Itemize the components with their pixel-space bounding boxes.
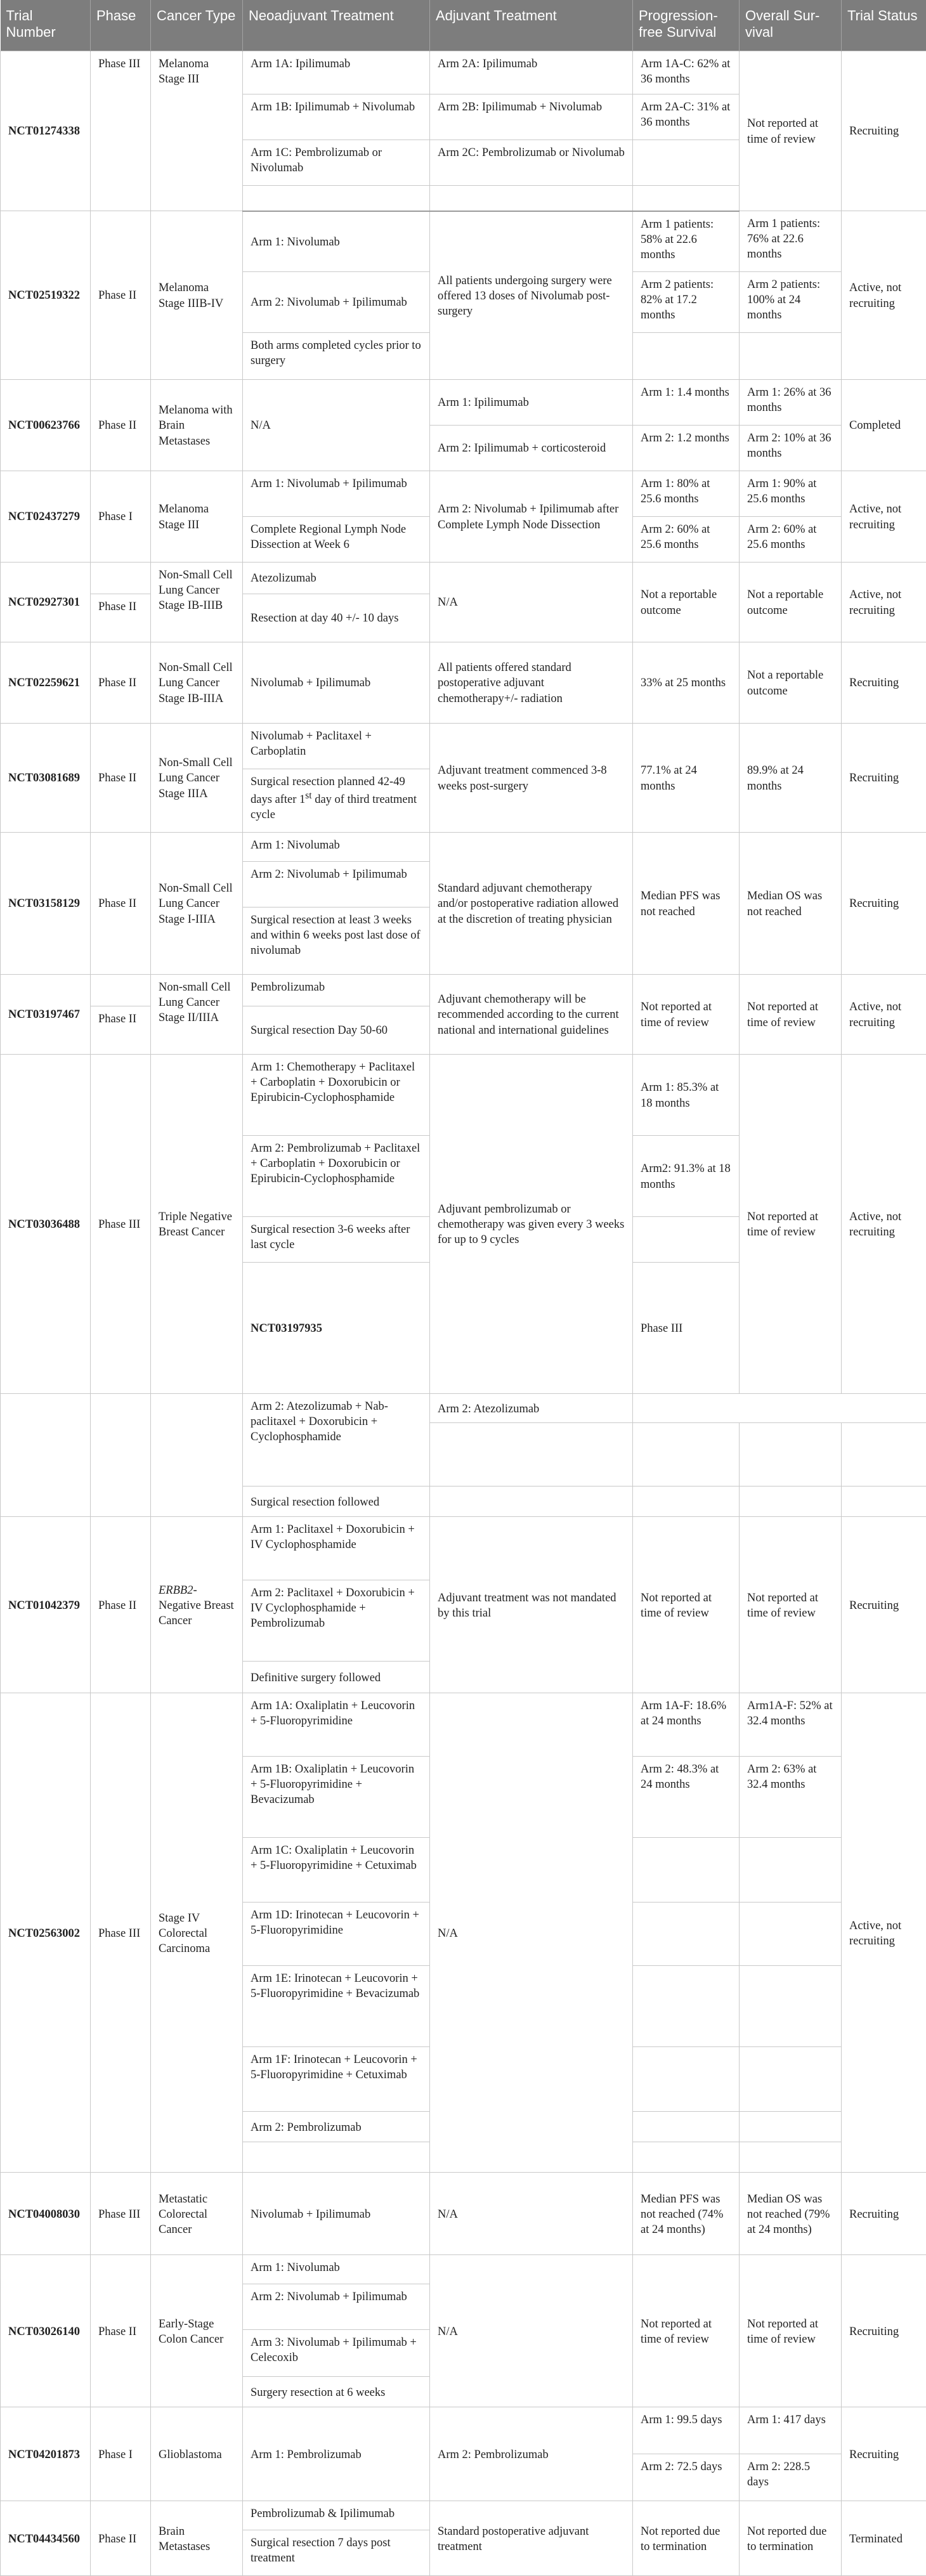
neoadjuvant-treatment: Arm 1B: Ipilimumab + Nivolumab [243, 94, 430, 140]
trial-number: NCT04008030 [1, 2173, 91, 2255]
neoadjuvant-treatment [243, 769, 430, 833]
pfs-value: Arm 2: 1.2 months [633, 426, 740, 471]
neoadjuvant-treatment: Arm 1A: Ipilimumab [243, 51, 430, 94]
trial-status: Active, not recruiting [842, 211, 926, 380]
neoadjuvant-treatment: Atezolizumab [243, 563, 430, 594]
trial-number: NCT03158129 [1, 833, 91, 975]
empty-cell [633, 2112, 740, 2142]
pfs-value: Median PFS was not reached (74% at 24 months) [633, 2173, 740, 2255]
cancer-type: Stage IV Colorectal Carcinoma [151, 1693, 243, 2173]
trial-number: NCT01042379 [1, 1517, 91, 1693]
pfs-value: Not reported at time of review [633, 1517, 740, 1693]
neoadjuvant-treatment: Complete Regional Lymph Node Dissection at Week 6 [243, 517, 430, 563]
pfs-value: 33% at 25 months [633, 642, 740, 724]
trial-status: Recruiting [842, 642, 926, 724]
pfs-value: Arm 2A-C: 31% at 36 months [633, 94, 740, 140]
table-row [1, 2173, 926, 2255]
phase: Phase I [91, 471, 151, 563]
neo-superscript: st [305, 790, 311, 801]
adjuvant-treatment: Arm 2: Atezolizumab [430, 1394, 633, 1423]
neoadjuvant-treatment: Surgical resection at least 3 weeks and within 6 weeks post last dose of nivolumab [243, 907, 430, 975]
cancer-type: Melanoma with Brain Metastases [151, 380, 243, 471]
adjuvant-treatment: Standard adjuvant chemotherapy and/or postoperative radiation allowed at the discretion of treating physician [430, 833, 633, 975]
trial-status: Completed [842, 380, 926, 471]
col-cancer-type: Cancer Type [151, 0, 243, 51]
empty-cell [151, 1394, 243, 1517]
col-trial-number: Trial Number [1, 0, 91, 51]
neoadjuvant-treatment: Arm 1: Paclitaxel + Doxorubicin + IV Cyclophosphamide [243, 1517, 430, 1580]
phase: Phase II [91, 642, 151, 724]
empty-cell [633, 1838, 740, 1903]
trial-number: NCT03036488 [1, 1055, 91, 1394]
empty-cell [842, 1486, 926, 1517]
empty-cell [633, 2142, 740, 2173]
adjuvant-treatment: Adjuvant treatment was not mandated by this trial [430, 1517, 633, 1693]
os-value: Arm 2: 63% at 32.4 months [740, 1757, 842, 1838]
os-value: Arm 2: 60% at 25.6 months [740, 517, 842, 563]
cancer-type: Brain Metastases [151, 2501, 243, 2576]
table-row [1, 51, 926, 94]
os-value: Arm 1: 90% at 25.6 months [740, 471, 842, 517]
neoadjuvant-treatment: Arm 2: Pembrolizumab [243, 2112, 430, 2142]
table-row [1, 833, 926, 862]
trial-status: Recruiting [842, 833, 926, 975]
cancer-type: Melanoma Stage III [151, 51, 243, 211]
phase: Phase II [91, 211, 151, 380]
os-value: Median OS was not reached (79% at 24 months) [740, 2173, 842, 2255]
phase: Phase II [91, 833, 151, 975]
neoadjuvant-treatment: Arm 2: Pembrolizumab + Paclitaxel + Carboplatin + Doxorubicin or Epirubicin-Cyclophosphamide [243, 1136, 430, 1217]
os-value: 89.9% at 24 months [740, 724, 842, 833]
empty-cell [740, 1838, 842, 1903]
neoadjuvant-treatment: Arm 1F: Irinotecan + Leucovorin + 5-Fluoropyrimidine + Cetuximab [243, 2047, 430, 2112]
os-value: Not a reportable outcome [740, 642, 842, 724]
trial-number: NCT00623766 [1, 380, 91, 471]
trial-status: Recruiting [842, 2407, 926, 2501]
phase: Phase II [91, 1006, 151, 1055]
pfs-value: Arm 1A-F: 18.6% at 24 months [633, 1693, 740, 1757]
phase: Phase II [91, 2255, 151, 2407]
trial-number: NCT02519322 [1, 211, 91, 380]
col-os: Overall Sur-vival [740, 0, 842, 51]
empty-cell [633, 1966, 740, 2047]
trial-status: Active, not recruiting [842, 563, 926, 642]
empty-cell [633, 2047, 740, 2112]
neoadjuvant-treatment: Surgical resection 7 days post treatment [243, 2530, 430, 2576]
cancer-type: Non-Small Cell Lung Cancer Stage IB-IIIA [151, 642, 243, 724]
adjuvant-treatment: Arm 2C: Pembrolizumab or Nivolumab [430, 140, 633, 186]
pfs-value: Arm 1 patients: 58% at 22.6 months [633, 211, 740, 272]
neoadjuvant-treatment: Arm 2: Nivolumab + Ipilimumab [243, 272, 430, 333]
empty-cell [740, 2112, 842, 2142]
trial-status: Recruiting [842, 1517, 926, 1693]
trial-status: Recruiting [842, 51, 926, 211]
col-adjuvant: Adjuvant Treatment [430, 0, 633, 51]
pfs-value: Arm 1: 80% at 25.6 months [633, 471, 740, 517]
neoadjuvant-treatment: Pembrolizumab & Ipilimumab [243, 2501, 430, 2530]
empty-cell [633, 186, 740, 211]
empty-cell [633, 1903, 740, 1966]
cancer-type: Non-Small Cell Lung Cancer Stage I-IIIA [151, 833, 243, 975]
os-value: Arm 1: 417 days [740, 2407, 842, 2454]
table-row [1, 642, 926, 724]
pfs-value: Arm 2 patients: 82% at 17.2 months [633, 272, 740, 333]
cancer-type-text: -Negative Breast Cancer [159, 1584, 234, 1627]
pfs-value: Arm 2: 48.3% at 24 months [633, 1757, 740, 1838]
adjuvant-treatment: Adjuvant treatment commenced 3-8 weeks post-surgery [430, 724, 633, 833]
os-value: Not reported at time of review [740, 2255, 842, 2407]
trial-status: Recruiting [842, 724, 926, 833]
empty-cell [633, 333, 740, 380]
os-value: Median OS was not reached [740, 833, 842, 975]
neoadjuvant-treatment: Arm 1C: Oxaliplatin + Leucovorin + 5-Fluoropyrimidine + Cetuximab [243, 1838, 430, 1903]
os-value: Not reported at time of review [740, 1055, 842, 1394]
pfs-value: Not reported due to termination [633, 2501, 740, 2576]
adjuvant-treatment: All patients offered standard postoperative adjuvant chemotherapy+/- radiation [430, 642, 633, 724]
adjuvant-treatment: Arm 2: Ipilimumab + corticosteroid [430, 426, 633, 471]
os-value: Arm 1: 26% at 36 months [740, 380, 842, 426]
phase: Phase II [91, 1517, 151, 1693]
trial-number: NCT02563002 [1, 1693, 91, 2173]
os-value: Not reported at time of review [740, 1517, 842, 1693]
table-row [1, 724, 926, 769]
empty-cell [633, 1423, 740, 1486]
os-value: Not a reportable outcome [740, 563, 842, 642]
adjuvant-treatment: Adjuvant chemotherapy will be recommended according to the current national and international guidelines [430, 975, 633, 1055]
neoadjuvant-treatment: Both arms completed cycles prior to surgery [243, 333, 430, 380]
phase: Phase III [633, 1263, 740, 1394]
empty-cell [633, 140, 740, 186]
cancer-type: Melanoma Stage IIIB-IV [151, 211, 243, 380]
cancer-type: Triple Negative Breast Cancer [151, 1055, 243, 1394]
table-row [1, 211, 926, 272]
phase: Phase II [91, 2501, 151, 2576]
os-value: Arm 2 patients: 100% at 24 months [740, 272, 842, 333]
neoadjuvant-treatment: Arm 1: Nivolumab + Ipilimumab [243, 471, 430, 517]
cancer-type: Melanoma Stage III [151, 471, 243, 563]
neoadjuvant-treatment: Arm 3: Nivolumab + Ipilimumab + Celecoxib [243, 2330, 430, 2377]
empty-cell [91, 975, 151, 1006]
empty-cell [243, 2142, 430, 2173]
pfs-value: Arm 2: 60% at 25.6 months [633, 517, 740, 563]
neoadjuvant-treatment: Arm 1: Pembrolizumab [243, 2407, 430, 2501]
pfs-value: Arm 2: 72.5 days [633, 2454, 740, 2501]
empty-cell [430, 1423, 633, 1486]
cancer-type: Early-Stage Colon Cancer [151, 2255, 243, 2407]
adjuvant-treatment: Arm 1: Ipilimumab [430, 380, 633, 426]
phase: Phase I [91, 2407, 151, 2501]
table-row [1, 471, 926, 517]
table-row [1, 563, 926, 594]
pfs-value: Not reported at time of review [633, 2255, 740, 2407]
adjuvant-treatment: N/A [430, 563, 633, 642]
gene-name: ERBB2 [159, 1584, 193, 1597]
neoadjuvant-treatment: Nivolumab + Ipilimumab [243, 2173, 430, 2255]
os-value: Arm 1 patients: 76% at 22.6 months [740, 211, 842, 272]
table-row [1, 2255, 926, 2284]
phase: Phase II [91, 724, 151, 833]
trial-status: Active, not recruiting [842, 1055, 926, 1394]
pfs-value: 77.1% at 24 months [633, 724, 740, 833]
trial-number: NCT04201873 [1, 2407, 91, 2501]
neoadjuvant-treatment: Surgical resection 3-6 weeks after last cycle [243, 1217, 430, 1263]
pfs-value: Not reported at time of review [633, 975, 740, 1055]
os-value: Arm 2: 10% at 36 months [740, 426, 842, 471]
phase: Phase III [91, 2173, 151, 2255]
adjuvant-treatment: Arm 2A: Ipilimumab [430, 51, 633, 94]
neoadjuvant-treatment: Arm 1A: Oxaliplatin + Leucovorin + 5-Fluoropyrimidine [243, 1693, 430, 1757]
table-row [1, 1517, 926, 1580]
empty-cell [633, 1486, 740, 1517]
empty-cell [740, 2047, 842, 2112]
phase: Phase II [91, 380, 151, 471]
trial-status: Terminated [842, 2501, 926, 2576]
empty-cell [633, 1217, 740, 1263]
table-row [1, 380, 926, 426]
os-value: Not reported at time of review [740, 51, 842, 211]
phase: Phase III [91, 1693, 151, 2173]
adjuvant-treatment: Arm 2: Nivolumab + Ipilimumab after Complete Lymph Node Dissection [430, 471, 633, 563]
neoadjuvant-treatment: Surgical resection Day 50-60 [243, 1006, 430, 1055]
pfs-value: Arm 1: 85.3% at 18 months [633, 1055, 740, 1136]
adjuvant-treatment: N/A [430, 2173, 633, 2255]
col-neoadjuvant: Neoadjuvant Treatment [243, 0, 430, 51]
pfs-value: Arm2: 91.3% at 18 months [633, 1136, 740, 1217]
cancer-type: Metastatic Colorectal Cancer [151, 2173, 243, 2255]
empty-cell [430, 186, 633, 211]
pfs-value: Arm 1A-C: 62% at 36 months [633, 51, 740, 94]
neoadjuvant-treatment: Surgery resection at 6 weeks [243, 2377, 430, 2407]
neoadjuvant-treatment: Definitive surgery followed [243, 1662, 430, 1693]
trial-number: NCT03197467 [1, 975, 91, 1055]
adjuvant-treatment: Arm 2B: Ipilimumab + Nivolumab [430, 94, 633, 140]
neoadjuvant-treatment: Arm 1: Nivolumab [243, 833, 430, 862]
trial-status: Recruiting [842, 2255, 926, 2407]
neoadjuvant-treatment: N/A [243, 380, 430, 471]
neoadjuvant-treatment: Resection at day 40 +/- 10 days [243, 594, 430, 642]
table-row [1, 1693, 926, 1757]
neoadjuvant-treatment: Nivolumab + Ipilimumab [243, 642, 430, 724]
neoadjuvant-treatment: Arm 1: Nivolumab [243, 2255, 430, 2284]
cancer-type: Non-Small Cell Lung Cancer Stage IIIA [151, 724, 243, 833]
pfs-value: Not a reportable outcome [633, 563, 740, 642]
empty-cell [740, 333, 842, 380]
neoadjuvant-treatment: Arm 1: Chemotherapy + Paclitaxel + Carboplatin + Doxorubicin or Epirubicin-Cyclophosphamide [243, 1055, 430, 1136]
adjuvant-treatment: All patients undergoing surgery were offered 13 doses of Nivolumab post-surgery [430, 211, 633, 380]
os-value: Not reported due to termination [740, 2501, 842, 2576]
adjuvant-treatment: N/A [430, 2255, 633, 2407]
empty-cell [740, 1486, 842, 1517]
neoadjuvant-treatment: Nivolumab + Paclitaxel + Carboplatin [243, 724, 430, 769]
pfs-value: Arm 1: 99.5 days [633, 2407, 740, 2454]
adjuvant-treatment: N/A [430, 1693, 633, 2173]
neoadjuvant-treatment: Pembrolizumab [243, 975, 430, 1006]
col-phase: Phase [91, 0, 151, 51]
trial-number: NCT01274338 [1, 51, 91, 211]
empty-cell [740, 1903, 842, 1966]
os-value: Not reported at time of review [740, 975, 842, 1055]
os-value: Arm1A-F: 52% at 32.4 months [740, 1693, 842, 1757]
trial-status: Active, not recruiting [842, 471, 926, 563]
col-status: Trial Status [842, 0, 926, 51]
neoadjuvant-treatment: Arm 2: Atezolizumab + Nab-paclitaxel + Doxorubicin + Cyclophosphamide [243, 1394, 430, 1486]
neoadjuvant-treatment: Arm 1: Nivolumab [243, 211, 430, 272]
phase: Phase III [91, 1055, 151, 1394]
trial-number: NCT03026140 [1, 2255, 91, 2407]
table-row [1, 1394, 926, 1423]
neoadjuvant-treatment: Arm 1E: Irinotecan + Leucovorin + 5-Fluoropyrimidine + Bevacizumab [243, 1966, 430, 2047]
empty-cell [740, 2142, 842, 2173]
empty-cell [91, 1394, 151, 1517]
trial-status: Recruiting [842, 2173, 926, 2255]
pfs-value: Median PFS was not reached [633, 833, 740, 975]
trial-status: Active, not recruiting [842, 975, 926, 1055]
neo-text: Surgical resection planned 42-49 days after 1 [251, 776, 405, 806]
table-row [1, 975, 926, 1006]
trial-number: NCT03197935 [243, 1263, 430, 1394]
table-row [1, 1055, 926, 1136]
trial-number: NCT02259621 [1, 642, 91, 724]
header-row [1, 0, 926, 51]
neoadjuvant-treatment: Arm 2: Nivolumab + Ipilimumab [243, 2284, 430, 2330]
empty-cell [430, 1486, 633, 1517]
neoadjuvant-treatment: Arm 1C: Pembrolizumab or Nivolumab [243, 140, 430, 186]
trial-status: Active, not recruiting [842, 1693, 926, 2173]
cancer-type [151, 1517, 243, 1693]
cancer-type: Non-small Cell Lung Cancer Stage II/IIIA [151, 975, 243, 1055]
empty-cell [740, 1423, 842, 1486]
trial-number: NCT02437279 [1, 471, 91, 563]
neoadjuvant-treatment: Arm 1D: Irinotecan + Leucovorin + 5-Fluoropyrimidine [243, 1903, 430, 1966]
empty-cell [1, 1394, 91, 1517]
col-pfs: Progression-free Survival [633, 0, 740, 51]
adjuvant-treatment: Adjuvant pembrolizumab or chemotherapy was given every 3 weeks for up to 9 cycles [430, 1055, 633, 1394]
cancer-type: Glioblastoma [151, 2407, 243, 2501]
adjuvant-treatment: Standard postoperative adjuvant treatment [430, 2501, 633, 2576]
os-value: Arm 2: 228.5 days [740, 2454, 842, 2501]
neoadjuvant-treatment: Surgical resection followed [243, 1486, 430, 1517]
pfs-value: Arm 1: 1.4 months [633, 380, 740, 426]
trial-number: NCT03081689 [1, 724, 91, 833]
phase: Phase III [91, 51, 151, 211]
neoadjuvant-treatment: Arm 1B: Oxaliplatin + Leucovorin + 5-Fluoropyrimidine + Bevacizumab [243, 1757, 430, 1838]
neoadjuvant-treatment: Arm 2: Paclitaxel + Doxorubicin + IV Cyclophosphamide + Pembrolizumab [243, 1580, 430, 1662]
neoadjuvant-treatment: Arm 2: Nivolumab + Ipilimumab [243, 862, 430, 907]
empty-cell [243, 186, 430, 211]
phase: Phase II [91, 594, 151, 642]
empty-cell [740, 1966, 842, 2047]
empty-cell [91, 563, 151, 594]
empty-cell [842, 1423, 926, 1486]
table-row [1, 2501, 926, 2530]
trial-number: NCT02927301 [1, 563, 91, 642]
neo-text: day of third treatment cycle [251, 793, 417, 821]
adjuvant-treatment: Arm 2: Pembrolizumab [430, 2407, 633, 2501]
cancer-type: Non-Small Cell Lung Cancer Stage IB-IIIB [151, 563, 243, 642]
trial-number: NCT04434560 [1, 2501, 91, 2576]
table-row [1, 2407, 926, 2454]
